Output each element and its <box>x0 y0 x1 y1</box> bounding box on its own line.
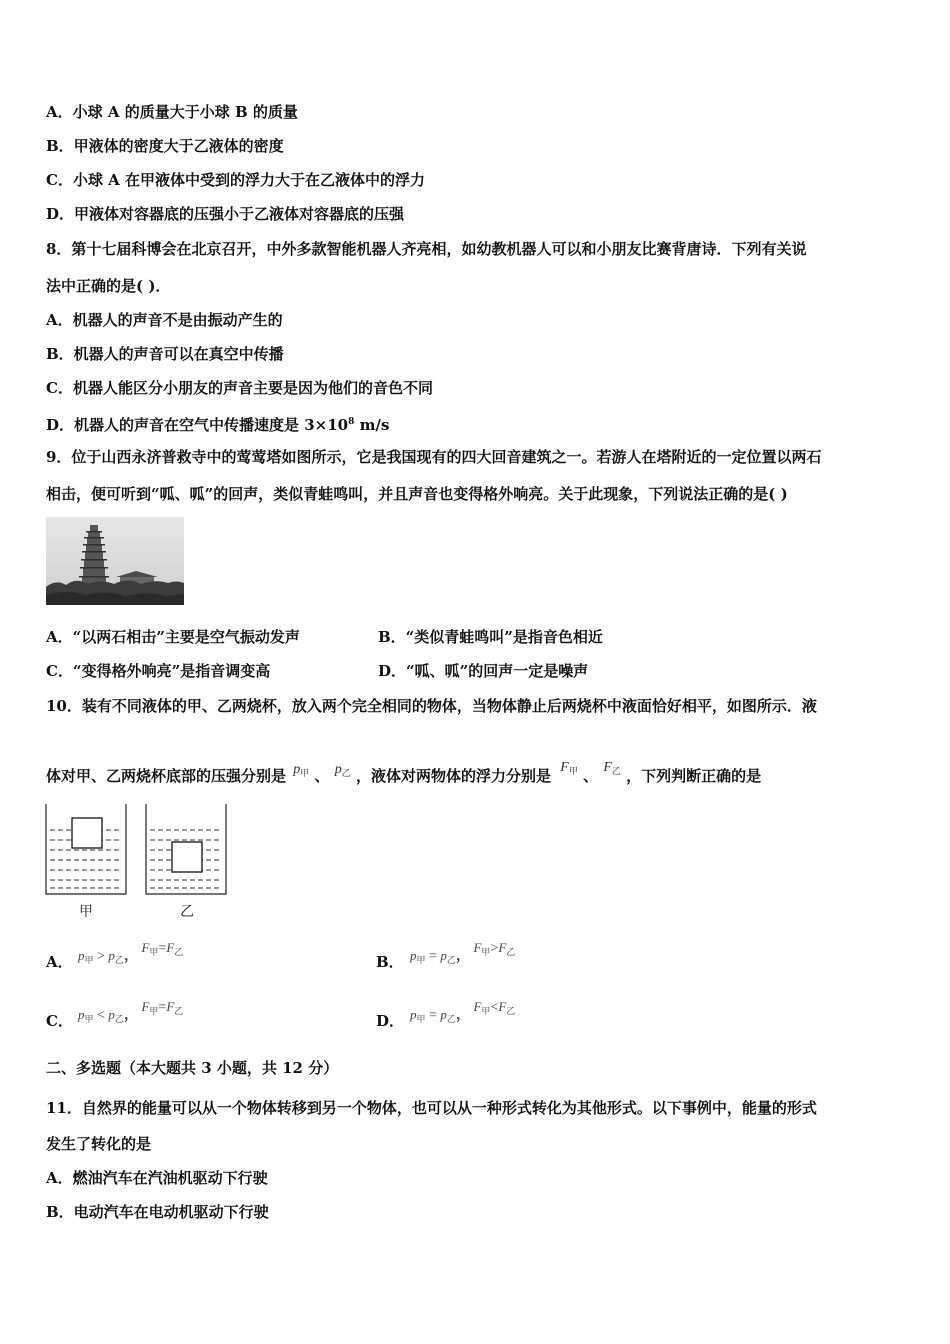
q9-option-b: B．“类似青蛙鸣叫”是指音色相近 <box>378 628 603 646</box>
f-jia-subscript: 甲 <box>568 766 578 776</box>
b-p2-sub: 乙 <box>446 955 456 965</box>
label-jia: 甲 <box>79 904 93 920</box>
q8-option-d-text: D．机器人的声音在空气中传播速度是 3×10 <box>46 416 349 434</box>
q7-option-d: D．甲液体对容器底的压强小于乙液体对容器底的压强 <box>46 205 405 223</box>
a-p-relation: > <box>97 949 105 964</box>
a-f2-sub: 乙 <box>174 947 184 957</box>
b-comma: ， <box>455 949 470 964</box>
block-jia <box>72 818 102 848</box>
a-comma: ， <box>123 949 138 964</box>
p-yi-letter: p <box>334 762 342 777</box>
q8-option-d-unit: m/s <box>354 416 390 434</box>
q10-stem-text-e: ，下列判断正确的是 <box>626 767 762 785</box>
beaker-diagram <box>42 800 242 922</box>
section-title-multiple-choice: 二、多选题（本大题共 3 小题，共 12 分） <box>46 1059 339 1077</box>
c-p2-sub: 乙 <box>114 1014 124 1024</box>
d-p1: p <box>410 1007 417 1022</box>
b-f2-sub: 乙 <box>506 947 516 957</box>
p-jia-letter: p <box>293 762 301 777</box>
q10-stem-line2 <box>46 758 761 786</box>
q7-option-a: A．小球 A 的质量大于小球 B 的质量 <box>46 103 298 121</box>
a-p2-sub: 乙 <box>114 955 124 965</box>
c-p1-sub: 甲 <box>84 1014 94 1024</box>
f-jia-symbol <box>560 760 578 775</box>
q10-option-b-label: B． <box>376 953 404 971</box>
q8-option-a: A．机器人的声音不是由振动产生的 <box>46 311 283 329</box>
q10-option-c-formula <box>78 999 184 1025</box>
q9-stem-line2: 相击，便可听到“呱、呱”的回声，类似青蛙鸣叫，并且声音也变得格外响亮。关于此现象，下列说法正确的是( ) <box>46 485 788 503</box>
q10-option-c-label: C． <box>46 1012 73 1030</box>
pagoda-photo <box>46 517 184 605</box>
a-f1-sub: 甲 <box>149 947 159 957</box>
f-yi-letter: F <box>603 760 612 775</box>
b-p1: p <box>410 948 417 963</box>
a-p2: p <box>108 948 115 963</box>
q7-option-c: C．小球 A 在甲液体中受到的浮力大于在乙液体中的浮力 <box>46 171 426 189</box>
p-jia-subscript: 甲 <box>300 768 310 778</box>
f-yi-symbol <box>603 760 621 775</box>
q7-option-b: B．甲液体的密度大于乙液体的密度 <box>46 137 284 155</box>
b-p2: p <box>440 948 447 963</box>
a-p1: p <box>78 948 85 963</box>
q10-stem-text-d: 、 <box>583 767 599 785</box>
c-comma: ， <box>123 1008 138 1023</box>
c-f2-sub: 乙 <box>174 1006 184 1016</box>
q9-option-c: C．“变得格外响亮”是指音调变高 <box>46 662 271 680</box>
q10-option-a-label: A． <box>46 953 73 971</box>
q10-stem-text-b: 、 <box>314 767 330 785</box>
label-yi: 乙 <box>180 904 194 920</box>
f-jia-letter: F <box>560 760 569 775</box>
c-f1: F <box>141 999 150 1014</box>
d-p1-sub: 甲 <box>416 1014 426 1024</box>
q10-stem-text-a: 体对甲、乙两烧杯底部的压强分别是 <box>46 767 287 785</box>
p-yi-subscript: 乙 <box>341 768 351 778</box>
q10-option-d-label: D． <box>376 1012 405 1030</box>
q10-option-b-formula <box>410 940 516 966</box>
d-f2: F <box>498 999 507 1014</box>
c-f2: F <box>166 999 175 1014</box>
a-f-relation: = <box>158 941 167 956</box>
c-p-relation: < <box>97 1008 105 1023</box>
c-p2: p <box>108 1007 115 1022</box>
q10-stem-text-c: ，液体对两物体的浮力分别是 <box>356 767 552 785</box>
q10-stem-line1: 10．装有不同液体的甲、乙两烧杯，放入两个完全相同的物体，当物体静止后两烧杯中液面恰好相平，如图所示．液 <box>46 697 817 715</box>
b-f1-sub: 甲 <box>481 947 491 957</box>
q9-option-a: A．“以两石相击”主要是空气振动发声 <box>46 628 300 646</box>
q11-stem-line1: 11．自然界的能量可以从一个物体转移到另一个物体，也可以从一种形式转化为其他形式。以下事例中，能量的形式 <box>46 1099 817 1117</box>
c-p1: p <box>78 1007 85 1022</box>
q10-option-d-formula <box>410 999 516 1025</box>
a-f2: F <box>166 940 175 955</box>
q8-stem-line2: 法中正确的是( )． <box>46 277 171 295</box>
q10-option-a-formula <box>78 940 184 966</box>
p-jia-symbol <box>293 762 309 777</box>
b-f1: F <box>473 940 482 955</box>
d-p2: p <box>440 1007 447 1022</box>
q11-stem-line2: 发生了转化的是 <box>46 1135 152 1153</box>
q11-option-b: B．电动汽车在电动机驱动下行驶 <box>46 1203 269 1221</box>
q9-option-d: D．“呱、呱”的回声一定是噪声 <box>378 662 589 680</box>
q8-option-b: B．机器人的声音可以在真空中传播 <box>46 345 284 363</box>
d-p2-sub: 乙 <box>446 1014 456 1024</box>
d-comma: ， <box>455 1008 470 1023</box>
b-p-relation: = <box>429 949 437 964</box>
f-yi-subscript: 乙 <box>611 766 621 776</box>
q8-stem-line1: 8．第十七届科博会在北京召开，中外多款智能机器人齐亮相，如幼教机器人可以和小朋友比赛背唐诗．下列有关说 <box>46 240 807 258</box>
q8-option-d-exponent: 8 <box>348 417 355 427</box>
q9-stem-line1: 9．位于山西永济普救寺中的莺莺塔如图所示，它是我国现有的四大回音建筑之一。若游人在塔附近的一定位置以两石 <box>46 448 822 466</box>
a-f1: F <box>141 940 150 955</box>
block-yi <box>172 842 202 872</box>
p-yi-symbol <box>335 762 351 777</box>
q8-option-c: C．机器人能区分小朋友的声音主要是因为他们的音色不同 <box>46 379 433 397</box>
q8-option-d <box>46 412 389 435</box>
b-p1-sub: 甲 <box>416 955 426 965</box>
d-f1: F <box>473 999 482 1014</box>
a-p1-sub: 甲 <box>84 955 94 965</box>
c-f1-sub: 甲 <box>149 1006 159 1016</box>
c-f-relation: = <box>158 1000 167 1015</box>
d-f1-sub: 甲 <box>481 1006 491 1016</box>
b-f-relation: > <box>490 941 499 956</box>
b-f2: F <box>498 940 507 955</box>
d-f2-sub: 乙 <box>506 1006 516 1016</box>
d-p-relation: = <box>429 1008 437 1023</box>
q11-option-a: A．燃油汽车在汽油机驱动下行驶 <box>46 1169 268 1187</box>
d-f-relation: < <box>490 1000 499 1015</box>
